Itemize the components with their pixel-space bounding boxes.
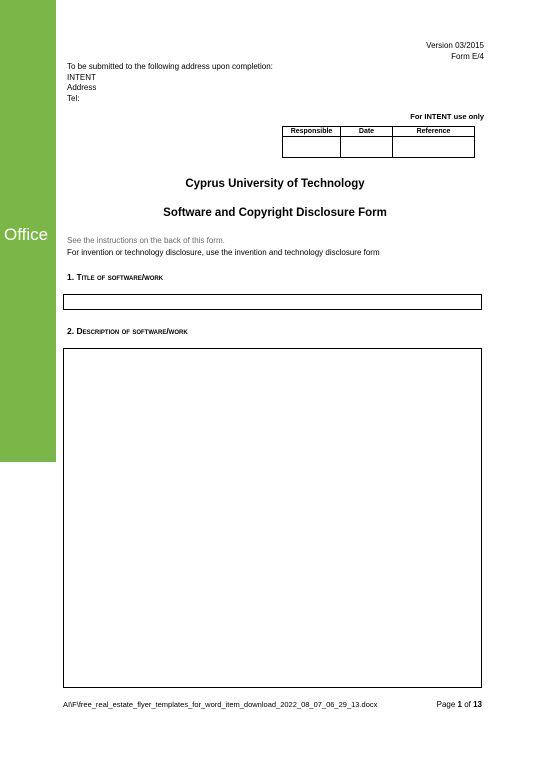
description-input-box[interactable] bbox=[63, 348, 482, 688]
instructions bbox=[67, 235, 380, 259]
submit-line: To be submitted to the following address upon completion: bbox=[67, 62, 273, 71]
section-2-heading bbox=[67, 326, 188, 336]
footer-file-path: AI\F\free_real_estate_flyer_templates_for_word_item_download_2022_08_07_06_29_13.docx bbox=[63, 700, 378, 709]
footer-page-number bbox=[437, 700, 482, 709]
section-1-number: 1. T bbox=[67, 272, 82, 282]
form-title: Software and Copyright Disclosure Form bbox=[163, 207, 387, 219]
address-line-address: Address bbox=[67, 83, 97, 92]
instructions-line-2: For invention or technology disclosure, use the invention and technology disclosure form bbox=[67, 248, 380, 257]
version-block bbox=[426, 40, 484, 62]
address-line-tel: Tel: bbox=[67, 93, 80, 103]
page-total: 13 bbox=[473, 700, 482, 709]
page-prefix: Page bbox=[436, 700, 458, 709]
form-number: Form E/4 bbox=[451, 52, 484, 61]
version-text: Version 03/2015 bbox=[426, 41, 484, 50]
submission-address bbox=[67, 62, 273, 104]
page-of: of bbox=[461, 700, 474, 709]
section-2-title: escription of software/work bbox=[82, 326, 188, 336]
address-line-intent: INTENT bbox=[67, 72, 96, 82]
cell-responsible[interactable] bbox=[283, 137, 341, 158]
cell-reference[interactable] bbox=[393, 137, 475, 158]
col-responsible: Responsible bbox=[283, 127, 341, 137]
section-1-title: itle of software/work bbox=[81, 272, 164, 282]
intent-use-caption: For INTENT use only bbox=[410, 112, 484, 121]
intent-use-table bbox=[282, 126, 475, 158]
cell-date[interactable] bbox=[341, 137, 393, 158]
office-sidebar bbox=[0, 0, 56, 462]
col-reference: Reference bbox=[393, 127, 475, 137]
university-title: Cyprus University of Technology bbox=[185, 178, 365, 190]
col-date: Date bbox=[341, 127, 393, 137]
title-input-box[interactable] bbox=[63, 294, 482, 310]
page-current: 1 bbox=[457, 700, 462, 709]
section-1-heading bbox=[67, 272, 163, 282]
section-2-number: 2. D bbox=[67, 326, 83, 336]
instructions-line-1: See the instructions on the back of this form. bbox=[67, 236, 225, 245]
sidebar-label: Office bbox=[4, 225, 49, 244]
